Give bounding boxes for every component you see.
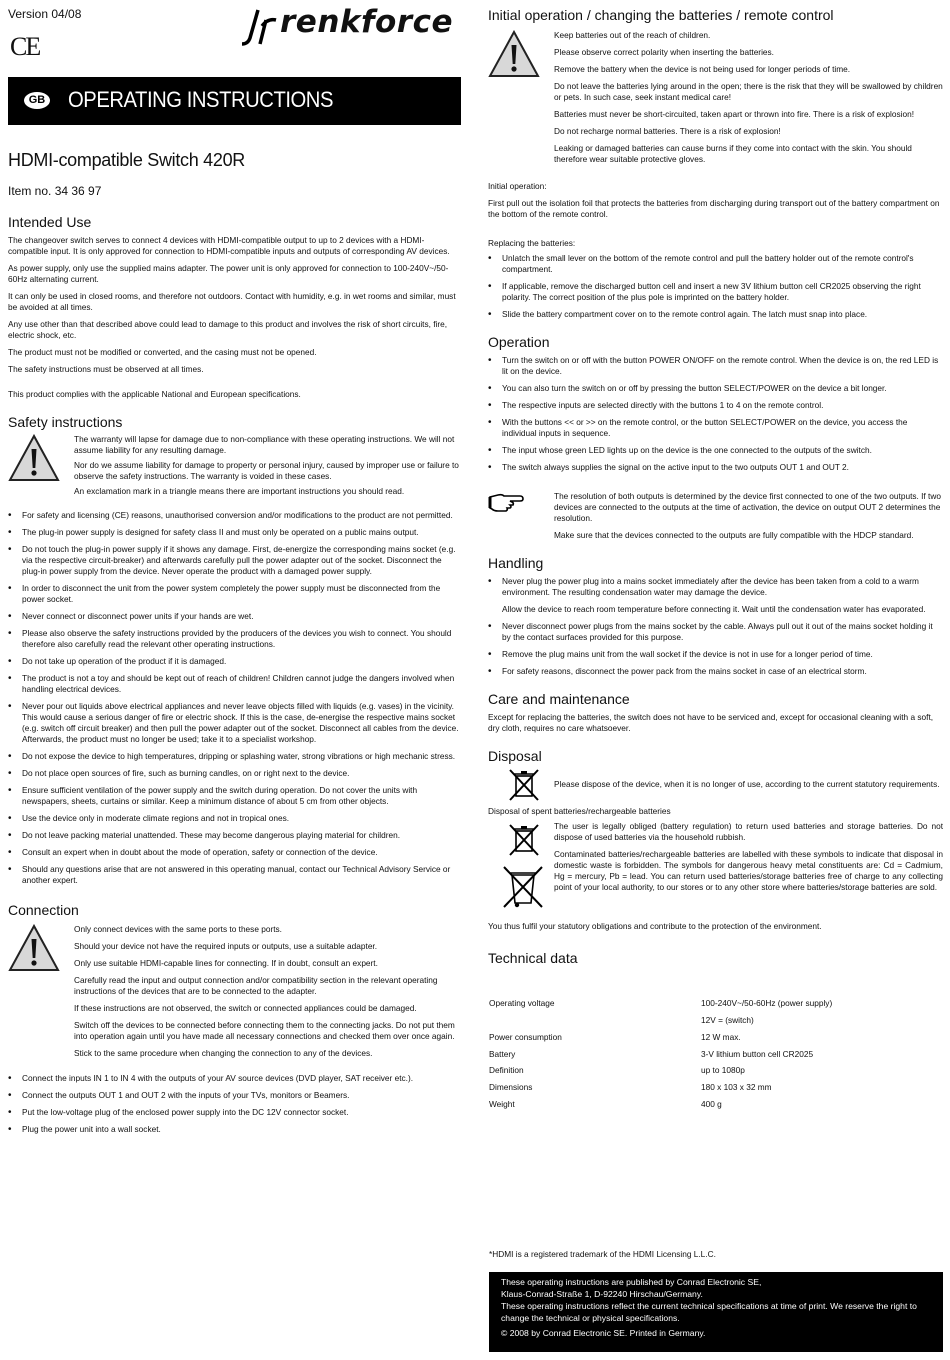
intended-use-heading: Intended Use (8, 214, 92, 230)
footer-line: These operating instructions are published by Conrad Electronic SE, (501, 1277, 762, 1287)
spec-value: 12 W max. (701, 1032, 741, 1042)
spec-value: 3-V lithium button cell CR2025 (701, 1049, 814, 1059)
intended-use-paragraph: Any use other than that described above could lead to damage to this product and involves the risk of short circuits, fire, electric shock, etc. (8, 319, 448, 340)
list-item: • For safety and licensing (CE) reasons, unauthorised conversion and/or modifications to the product are not permitted. (8, 510, 462, 521)
battery-warning: Remove the battery when the device is not being used for longer periods of time. (554, 64, 851, 74)
disposal-closing: You thus fulfil your statutory obligations and contribute to the protection of the environment. (488, 921, 822, 931)
brand-logo (236, 4, 462, 50)
list-item: • In order to disconnect the unit from the power system completely the power supply must be disconnected from the power socket. (8, 583, 462, 605)
spec-label: Power consumption (489, 1032, 562, 1042)
spec-label: Battery (489, 1049, 516, 1059)
device-disposal-block (488, 768, 943, 802)
list-item: • Never pour out liquids above electrical appliances and never leave objects filled with liquids (e.g. vases) in the vicinity. This would cause a serious danger of fire or electric shock. If this is the case, de-energise the respective mains socket (e.g. switch off circuit breaker) and then pull the power adapter out of the socket. Disconnect all cables from the device. Afterwards, the product must no longer be used; take it to a specialist workshop. (8, 701, 462, 745)
list-item: • Unlatch the small lever on the bottom of the remote control and pull the battery holder out of the remote control's compartment. (488, 253, 943, 275)
initial-operation-text: First pull out the isolation foil that protects the batteries from discharging during transport out of the battery compartment on the bottom of the remote control. (488, 198, 940, 219)
replacing-batteries-list (488, 253, 943, 320)
technical-data-table (489, 998, 944, 1118)
initial-operation-label: Initial operation: (488, 181, 547, 191)
list-item: • Remove the plug mains unit from the wall socket if the device is not in use for a longer period of time. (488, 649, 943, 660)
list-item: • The switch always supplies the signal on the active input to the two outputs OUT 1 and OUT 2. (488, 462, 943, 473)
battery-disposal-text: Contaminated batteries/rechargeable batteries are labelled with these symbols to indicate that disposal in domestic waste is forbidden. The symbols for dangerous heavy metal constituents are: Cd = Cadmium, Hg = mercury, Pb = lead. You can return used batteries/storage batteries free of charge to any collecting point of your local authority, to our stores or to any other store where batteries/storage batteries are sold. (554, 849, 943, 892)
battery-disposal-block (488, 821, 943, 911)
battery-disposal-label: Disposal of spent batteries/rechargeable batteries (488, 806, 671, 816)
operation-note-block (488, 491, 943, 541)
spec-label: Weight (489, 1099, 515, 1109)
connection-intro: Only use suitable HDMI-capable lines for connecting. If in doubt, consult an expert. (74, 958, 378, 968)
connection-intro: Should your device not have the required inputs or outputs, use a suitable adapter. (74, 941, 378, 951)
handling-heading: Handling (488, 555, 544, 571)
safety-list (8, 510, 462, 886)
list-item: • If applicable, remove the discharged button cell and insert a new 3V lithium button cell CR2025 observing the right polarity. The correct position of the plus pole is imprinted on the battery holder. (488, 281, 943, 303)
country-badge: GB (24, 92, 50, 109)
device-disposal-text: Please dispose of the device, when it is no longer of use, according to the current statutory requirements. (554, 779, 940, 789)
list-item: • The respective inputs are selected directly with the buttons 1 to 4 on the remote control. (488, 400, 943, 411)
list-item: • Please also observe the safety instructions provided by the producers of the devices you wish to connect. You should therefore also carefully read the relevant other operating instructions. (8, 628, 462, 650)
trademark-note: *HDMI is a registered trademark of the HDMI Licensing L.L.C. (489, 1249, 716, 1259)
handling-list-more (488, 621, 943, 677)
operation-note: The resolution of both outputs is determined by the device first connected to one of the two outputs. If two devices are connected to the outputs at the time of activation, the device on output OUT 2 determines the resolution. (554, 491, 941, 523)
copyright-line: © 2008 by Conrad Electronic SE. Printed in Germany. (501, 1328, 706, 1338)
list-item: • Connect the inputs IN 1 to IN 4 with the outputs of your AV source devices (DVD player, SAT receiver etc.). (8, 1073, 462, 1084)
list-item: • Connect the outputs OUT 1 and OUT 2 with the inputs of your TVs, monitors or Beamers. (8, 1090, 462, 1101)
list-item: • Do not touch the plug-in power supply if it shows any damage. First, de-energize the corresponding mains socket (e.g. via the respective circuit-breaker) and afterwards carefully pull the power adapter out of the socket. Disconnect the plug-in power supply from the device. Never operate the product with a damaged power supply. (8, 544, 462, 577)
list-item: • The product is not a toy and should be kept out of reach of children! Children cannot judge the dangers involved when handling electrical devices. (8, 673, 462, 695)
list-item: • Slide the battery compartment cover on to the remote control again. The latch must snap into place. (488, 309, 943, 320)
spec-label: Operating voltage (489, 998, 555, 1008)
item-number: Item no. 34 36 97 (8, 184, 102, 198)
publisher-footer (489, 1272, 943, 1352)
list-item: • With the buttons << or >> on the remote control, or the button SELECT/POWER on the device, you access the individual inputs in sequence. (488, 417, 943, 439)
spec-label: Definition (489, 1065, 524, 1075)
handling-continuation: Allow the device to reach room temperature before connecting it. Wait until the condensation water has evaporated. (502, 604, 926, 614)
list-item: • Ensure sufficient ventilation of the power supply and the switch during operation. Do not cover the units with newspapers, sheets, curtains or similar. Keep a minimum distance of about 5 cm from other objects. (8, 785, 462, 807)
spec-value: 100-240V~/50-60Hz (power supply) (701, 998, 833, 1008)
product-title: HDMI-compatible Switch 420R (8, 150, 245, 170)
list-item: • Never plug the power plug into a mains socket immediately after the device has been taken from a cold to a warm environment. The resulting condensation water may damage the device. (488, 576, 943, 598)
connection-heading: Connection (8, 902, 79, 918)
replacing-batteries-label: Replacing the batteries: (488, 238, 576, 248)
operation-note: Make sure that the devices connected to the outputs are fully compatible with the HDCP standard. (554, 530, 914, 540)
list-item: • Do not leave packing material unattended. These may become dangerous playing material for children. (8, 830, 462, 841)
operation-list (488, 355, 943, 473)
list-item: • For safety reasons, disconnect the power pack from the mains socket in case of an electrical storm. (488, 666, 943, 677)
list-item: • Plug the power unit into a wall socket. (8, 1124, 462, 1135)
battery-warning: Batteries must never be short-circuited, taken apart or thrown into fire. There is a risk of explosion! (554, 109, 915, 119)
connection-list (8, 1073, 462, 1135)
warning-triangle-icon (8, 434, 60, 482)
list-item: • The input whose green LED lights up on the device is the one connected to the outputs of the switch. (488, 445, 943, 456)
safety-intro: Nor do we assume liability for damage to property or personal injury, caused by improper use or failure to observe the safety instructions. The warranty is voided in these cases. (74, 460, 459, 481)
list-item: • Do not place open sources of fire, such as burning candles, on or right next to the device. (8, 768, 462, 779)
battery-warning: Do not leave the batteries lying around in the open; there is the risk that they will be swallowed by children or pets. In such case, seek instant medical care! (554, 81, 943, 102)
list-item: • Should any questions arise that are not answered in this operating manual, contact our Technical Advisory Service or another expert. (8, 864, 462, 886)
list-item: • Do not take up operation of the product if it is damaged. (8, 656, 462, 667)
disposal-heading: Disposal (488, 748, 542, 764)
spec-value: 400 g (701, 1099, 722, 1109)
care-heading: Care and maintenance (488, 691, 630, 707)
list-item: • Turn the switch on or off with the button POWER ON/OFF on the remote control. When the device is on, the red LED is lit on the device. (488, 355, 943, 377)
connection-intro: Only connect devices with the same ports to these ports. (74, 924, 282, 934)
connection-intro: If these instructions are not observed, the switch or connected appliances could be damaged. (74, 1003, 417, 1013)
list-item: • Consult an expert when in doubt about the mode of operation, safety or connection of the device. (8, 847, 462, 858)
battery-warning: Leaking or damaged batteries can cause burns if they come into contact with the skin. You should therefore wear suitable protective gloves. (554, 143, 912, 164)
operation-heading: Operation (488, 334, 550, 350)
warning-triangle-icon (8, 924, 60, 972)
intended-use-paragraph: The safety instructions must be observed at all times. (8, 364, 204, 374)
list-item: • Put the low-voltage plug of the enclosed power supply into the DC 12V connector socket. (8, 1107, 462, 1118)
list-item: • You can also turn the switch on or off by pressing the button SELECT/POWER on the device a bit longer. (488, 383, 943, 394)
batteries-heading: Initial operation / changing the batteries / remote control (488, 7, 834, 23)
connection-intro: Stick to the same procedure when changing the connection to any of the devices. (74, 1048, 373, 1058)
safety-intro: The warranty will lapse for damage due to non-compliance with these operating instructions. We will not assume liability for any resulting damage. (74, 434, 455, 455)
banner-title: OPERATING INSTRUCTIONS (68, 87, 334, 112)
list-item: • Do not expose the device to high temperatures, dripping or splashing water, strong vibrations or high mechanic stress. (8, 751, 462, 762)
footer-line: These operating instructions reflect the current technical specifications at time of print. We reserve the right to change the technical or physical specifications. (501, 1301, 917, 1323)
crossed-out-bin-wheelie-icon (500, 865, 546, 909)
care-text: Except for replacing the batteries, the switch does not have to be serviced and, except for occasional cleaning with a soft, dry cloth, requires no care whatsoever. (488, 712, 934, 733)
pointing-hand-icon (488, 491, 524, 513)
list-item: • Never connect or disconnect power units if your hands are wet. (8, 611, 462, 622)
spec-value: 12V = (switch) (701, 1015, 754, 1025)
spec-label: Dimensions (489, 1082, 533, 1092)
connection-warning-block (8, 924, 462, 1059)
battery-warning: Please observe correct polarity when inserting the batteries. (554, 47, 774, 57)
left-content (8, 150, 462, 1135)
intended-use-paragraph: The product must not be modified or converted, and the casing must not be opened. (8, 347, 317, 357)
spec-value: up to 1080p (701, 1065, 745, 1075)
warning-triangle-icon (488, 30, 540, 78)
footer-line: Klaus-Conrad-Straße 1, D-92240 Hirschau/Germany. (501, 1289, 703, 1299)
safety-heading: Safety instructions (8, 414, 123, 430)
crossed-out-bin-icon (506, 768, 542, 802)
battery-warning: Do not recharge normal batteries. There is a risk of explosion! (554, 126, 781, 136)
compliance-statement: This product complies with the applicable National and European specifications. (8, 389, 301, 399)
operating-instructions-banner (8, 77, 461, 125)
version-label: Version 04/08 (8, 7, 82, 21)
list-item: • Never disconnect power plugs from the mains socket by the cable. Always pull out it out of the mains socket holding it by the contact surfaces provided for this purpose. (488, 621, 943, 643)
spec-value: 180 x 103 x 32 mm (701, 1082, 772, 1092)
intended-use-paragraph: As power supply, only use the supplied mains adapter. The power unit is only approved for connection to 100-240V~/50-60Hz alternating current. (8, 263, 449, 284)
list-item: • Use the device only in moderate climate regions and not in tropical ones. (8, 813, 462, 824)
ce-mark: CE (10, 32, 40, 61)
batteries-warning-block (488, 30, 943, 966)
brand-mark-icon (236, 4, 280, 50)
list-item: • The plug-in power supply is designed for safety class II and must only be operated on a public mains output. (8, 527, 462, 538)
crossed-out-bin-icon (506, 823, 542, 857)
connection-intro: Carefully read the input and output connection and/or compatibility section in the relevant operating instructions of the devices that are to be connected to the adapter. (74, 975, 438, 996)
connection-intro: Switch off the devices to be connected before connecting them to the connecting jacks. Do not put them into operation again until you have made all necessary connections and checked them over once again. (74, 1020, 455, 1041)
safety-intro: An exclamation mark in a triangle means there are important instructions you should read. (74, 486, 405, 496)
brand-name: renkforce (280, 4, 453, 40)
technical-data-heading: Technical data (488, 950, 578, 966)
intended-use-paragraph: It can only be used in closed rooms, and therefore not outdoors. Contact with humidity, e.g. in wet rooms and similar, must be avoided at all times. (8, 291, 456, 312)
battery-disposal-text: The user is legally obliged (battery regulation) to return used batteries and storage batteries. Do not dispose of used batteries via the household rubbish. (554, 821, 943, 842)
intended-use-paragraph: The changeover switch serves to connect 4 devices with HDMI-compatible output to up to 2 devices with a HDMI-compatible input. It is only approved for connection to HDMI-compatible inputs and outputs of corresponding AV devices. (8, 235, 450, 256)
intended-use-body (8, 235, 462, 400)
handling-list (488, 576, 943, 598)
battery-warning: Keep batteries out of the reach of children. (554, 30, 711, 40)
safety-warning-block (8, 434, 462, 500)
